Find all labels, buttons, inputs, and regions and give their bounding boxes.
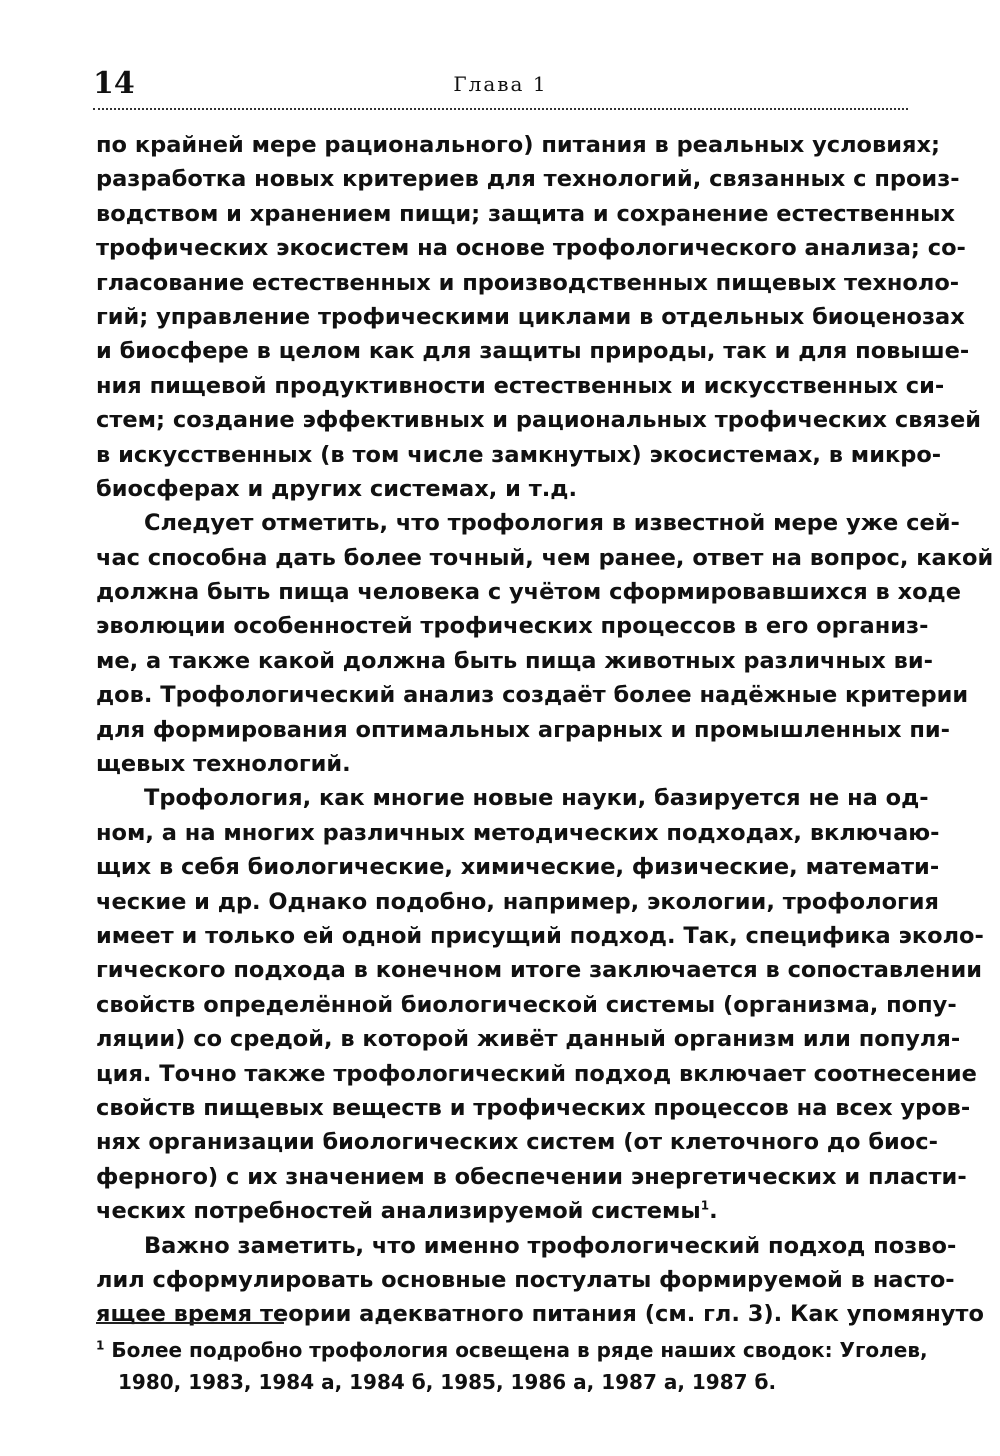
text-line: ляции) со средой, в которой живёт данный организм или популя- <box>96 1026 961 1053</box>
text-line: нях организации биологических систем (от клеточного до биос- <box>96 1129 938 1156</box>
text-line: должна быть пища человека с учётом сформировавшихся в ходе <box>96 579 961 606</box>
text-line: час способна дать более точный, чем ранее, ответ на вопрос, какой <box>96 544 994 571</box>
text-line: трофических экосистем на основе трофологического анализа; со- <box>96 235 966 262</box>
text-line: водством и хранением пищи; защита и сохранение естественных <box>96 200 956 227</box>
text-line: лил сформулировать основные постулаты формируемой в насто- <box>96 1266 955 1293</box>
footnote-line: 1980, 1983, 1984 а, 1984 б, 1985, 1986 а, 1987 а, 1987 б. <box>118 1370 777 1394</box>
paragraph <box>96 506 994 781</box>
footnote-divider <box>96 1322 284 1324</box>
text-line-content: ческих потребностей анализируемой системы <box>96 1198 701 1225</box>
text-line: эволюции особенностей трофических процессов в его организ- <box>96 613 929 640</box>
footnote-reference[interactable]: 1 <box>700 1198 710 1213</box>
text-line: по крайней мере рационального) питания в реальных условиях; <box>96 132 940 158</box>
text-line: Трофология, как многие новые науки, базируется не на од- <box>144 785 929 812</box>
text-line: в искусственных (в том числе замкнутых) экосистемах, в микро- <box>96 441 942 468</box>
footnote-text: Более подробно трофология освещена в ряде наших сводок: Уголев, <box>111 1338 928 1362</box>
text-line: ческие и др. Однако подобно, например, экологии, трофология <box>96 888 939 915</box>
text-line-tail: . <box>709 1198 718 1225</box>
text-line: щих в себя биологические, химические, физические, математи- <box>96 854 940 881</box>
paragraph <box>96 781 984 1228</box>
text-line: разработка новых критериев для технологий, связанных с произ- <box>96 166 960 193</box>
page-number: 14 <box>93 66 135 101</box>
text-line: ция. Точно также трофологический подход включает соотнесение <box>96 1060 977 1087</box>
text-line: Следует отметить, что трофология в известной мере уже сей- <box>144 510 960 537</box>
text-line: ферного) с их значением в обеспечении энергетических и пласти- <box>96 1163 967 1190</box>
text-line: стем; создание эффективных и рациональных трофических связей <box>96 407 981 434</box>
text-line: ме, а также какой должна быть пища животных различных ви- <box>96 647 933 674</box>
text-line: щевых технологий. <box>96 751 351 778</box>
text-line: ящее время теории адекватного питания (см. гл. 3). Как упомянуто <box>96 1301 984 1328</box>
paragraph <box>96 1229 984 1332</box>
text-line: дов. Трофологический анализ создаёт более надёжные критерии <box>96 682 969 709</box>
paragraph <box>96 128 981 506</box>
page-header <box>93 62 908 110</box>
text-line: и биосфере в целом как для защиты природы, так и для повыше- <box>96 338 970 365</box>
text-line: для формирования оптимальных аграрных и промышленных пи- <box>96 716 950 743</box>
text-line: имеет и только ей одной присущий подход. Так, специфика эколо- <box>96 922 984 949</box>
running-head: Глава 1 <box>453 72 548 96</box>
text-line: Важно заметить, что именно трофологический подход позво- <box>144 1232 957 1259</box>
text-line <box>96 1194 908 1228</box>
text-line: свойств пищевых веществ и трофических процессов на всех уров- <box>96 1094 971 1121</box>
body-text <box>96 128 994 1332</box>
text-line: биосферах и других системах, и т.д. <box>96 475 578 502</box>
text-line: свойств определённой биологической системы (организма, попу- <box>96 991 957 1018</box>
footnote-marker: 1 <box>96 1338 105 1353</box>
text-line: ния пищевой продуктивности естественных и искусственных си- <box>96 372 945 399</box>
text-line: ном, а на многих различных методических подходах, включаю- <box>96 819 940 846</box>
footnote <box>96 1334 928 1398</box>
footnote-line <box>96 1334 928 1366</box>
text-line: гий; управление трофическими циклами в отдельных биоценозах <box>96 303 965 330</box>
text-line: гического подхода в конечном итоге заключается в сопоставлении <box>96 957 982 984</box>
text-line: гласование естественных и производственных пищевых техноло- <box>96 269 960 296</box>
